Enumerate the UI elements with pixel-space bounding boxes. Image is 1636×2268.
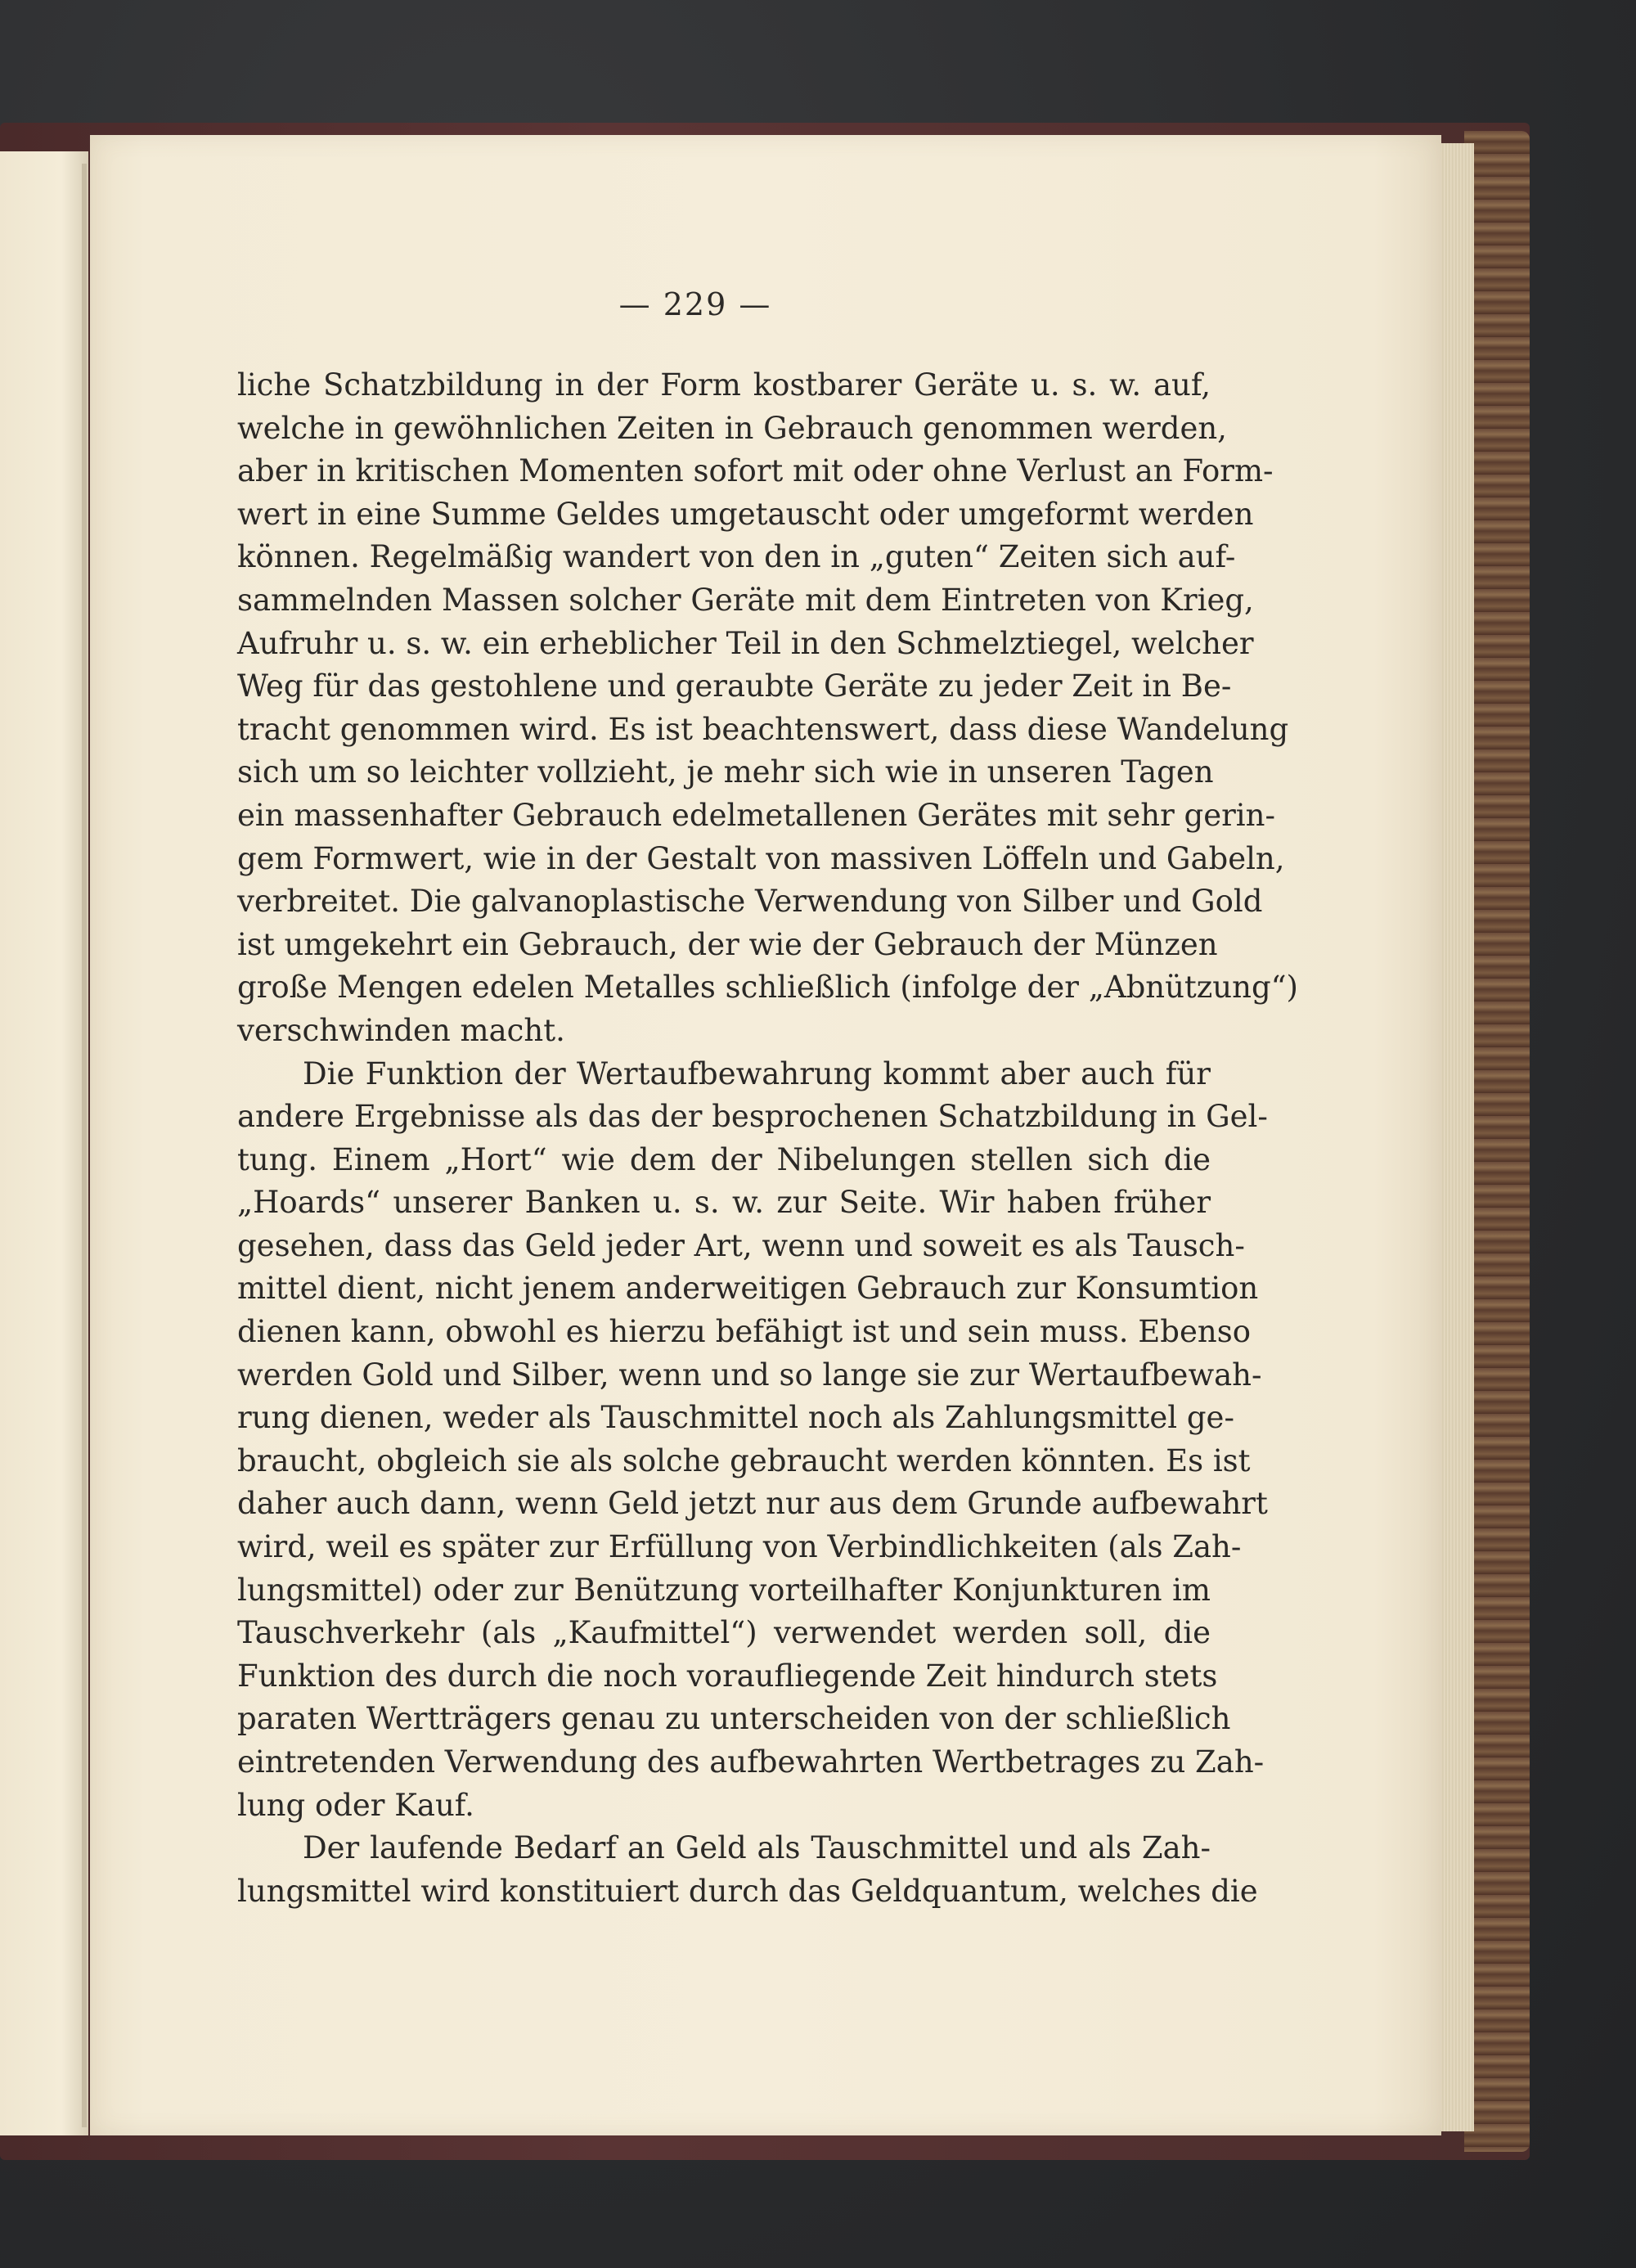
text-line: tracht genommen wird. Es ist beachtenswert, dass diese Wandelung	[237, 711, 1289, 747]
text-line: Der laufende Bedarf an Geld als Tauschmittel und als Zah-	[303, 1830, 1211, 1866]
text-line: aber in kritischen Momenten sofort mit oder ohne Verlust an Form-	[237, 453, 1274, 489]
page-number: — 229 —	[618, 286, 772, 322]
text-line: Tauschverkehr (als „Kaufmittel“) verwendet werden soll, die	[237, 1615, 1211, 1651]
text-line: Funktion des durch die noch voraufliegende Zeit hindurch stets	[237, 1658, 1218, 1694]
text-line: werden Gold und Silber, wenn und so lange sie zur Wertaufbewah-	[237, 1357, 1262, 1393]
text-line: lung oder Kauf.	[237, 1787, 474, 1823]
text-line: wird, weil es später zur Erfüllung von Verbindlichkeiten (als Zah-	[237, 1529, 1242, 1565]
book-cover-edge	[1464, 131, 1530, 2152]
text-line: liche Schatzbildung in der Form kostbarer Geräte u. s. w. auf,	[237, 367, 1211, 403]
text-line: lungsmittel) oder zur Benützung vorteilhafter Konjunkturen im	[237, 1572, 1211, 1608]
text-line: paraten Wertträgers genau zu unterscheiden von der schließlich	[237, 1701, 1231, 1737]
text-line: können. Regelmäßig wandert von den in „guten“ Zeiten sich auf-	[237, 539, 1236, 575]
text-line: verbreitet. Die galvanoplastische Verwendung von Silber und Gold	[237, 884, 1263, 920]
text-line: tung. Einem „Hort“ wie dem der Nibelungen stellen sich die	[237, 1141, 1211, 1177]
text-line: „Hoards“ unserer Banken u. s. w. zur Seite. Wir haben früher	[237, 1185, 1211, 1221]
page-edges	[1441, 143, 1474, 2131]
text-line: dienen kann, obwohl es hierzu befähigt ist und sein muss. Ebenso	[237, 1314, 1251, 1350]
gutter	[82, 164, 87, 2127]
text-line: eintretenden Verwendung des aufbewahrten Wertbetrages zu Zah-	[237, 1744, 1265, 1780]
text-line: daher auch dann, wenn Geld jetzt nur aus dem Grunde aufbewahrt	[237, 1486, 1268, 1522]
text-line: sammelnden Massen solcher Geräte mit dem Eintreten von Krieg,	[237, 582, 1254, 618]
text-line: andere Ergebnisse als das der besprochenen Schatzbildung in Gel-	[237, 1099, 1268, 1135]
text-line: große Mengen edelen Metalles schließlich (infolge der „Abnützung“)	[237, 970, 1298, 1006]
text-line: Weg für das gestohlene und geraubte Geräte zu jeder Zeit in Be-	[237, 668, 1232, 704]
text-line: sich um so leichter vollzieht, je mehr sich wie in unseren Tagen	[237, 754, 1214, 790]
text-line: Aufruhr u. s. w. ein erheblicher Teil in den Schmelztiegel, welcher	[237, 625, 1254, 661]
text-line: gesehen, dass das Geld jeder Art, wenn und soweit es als Tausch-	[237, 1227, 1245, 1263]
text-line: welche in gewöhnlichen Zeiten in Gebrauch genommen werden,	[237, 410, 1227, 446]
text-line: lungsmittel wird konstituiert durch das Geldquantum, welches die	[237, 1873, 1258, 1909]
text-line: wert in eine Summe Geldes umgetauscht oder umgeformt werden	[237, 496, 1254, 532]
text-line: rung dienen, weder als Tauschmittel noch als Zahlungsmittel ge-	[237, 1400, 1234, 1436]
text-line: gem Formwert, wie in der Gestalt von massiven Löffeln und Gabeln,	[237, 840, 1285, 876]
text-line: ist umgekehrt ein Gebrauch, der wie der Gebrauch der Münzen	[237, 926, 1218, 962]
left-page	[0, 151, 88, 2135]
text-line: Die Funktion der Wertaufbewahrung kommt aber auch für	[303, 1055, 1211, 1091]
text-line: ein massenhafter Gebrauch edelmetallenen Gerätes mit sehr gerin-	[237, 797, 1275, 833]
text-line: mittel dient, nicht jenem anderweitigen Gebrauch zur Konsumtion	[237, 1271, 1259, 1307]
text-line: braucht, obgleich sie als solche gebraucht werden könnten. Es ist	[237, 1442, 1251, 1478]
body-text	[237, 364, 1298, 1913]
text-line: verschwinden macht.	[237, 1012, 565, 1048]
